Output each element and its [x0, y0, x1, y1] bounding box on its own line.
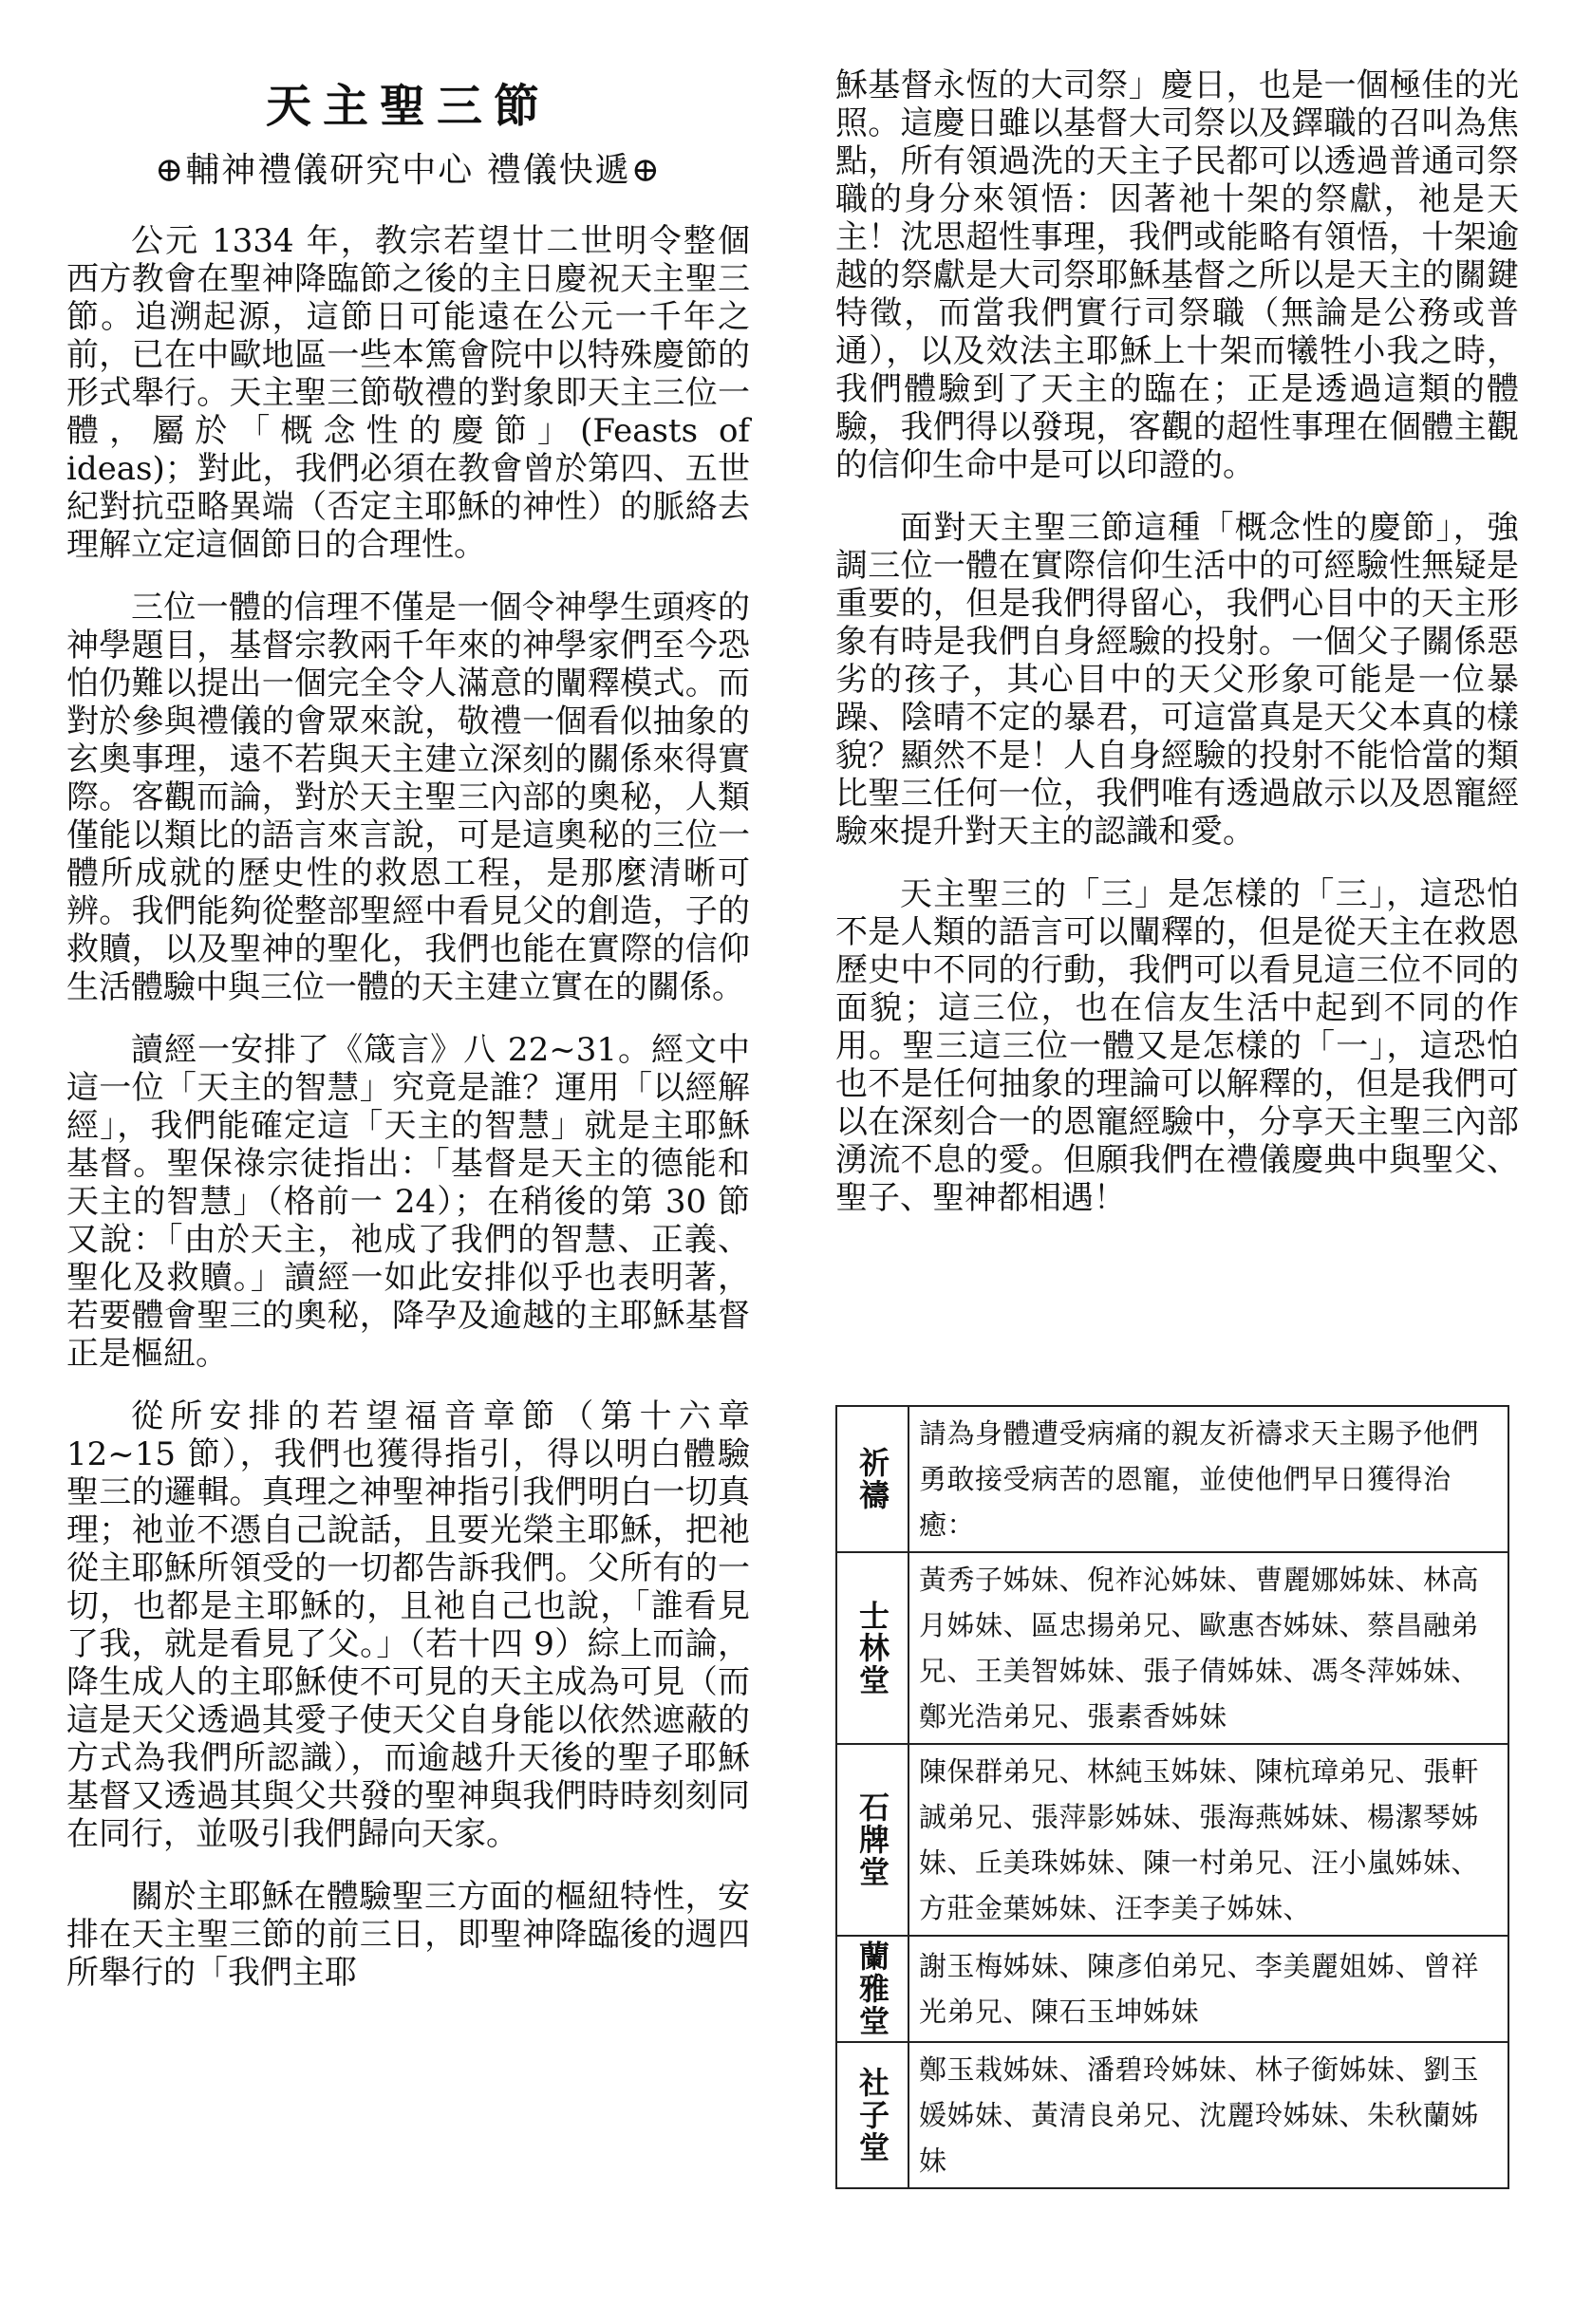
prayer-list-table [835, 1405, 1509, 2189]
article-paragraph: 穌基督永恆的大司祭」慶日，也是一個極佳的光照。這慶日雖以基督大司祭以及鐸職的召叫為焦點，所有領過洗的天主子民都可以透過普通司祭職的身分來領悟：因著祂十架的祭獻，祂是天主！沈思超性事理，我們或能略有領悟，十架逾越的祭獻是大司祭耶穌基督之所以是天主的關鍵特徵，而當我們實行司祭職（無論是公務或普通），以及效法主耶穌上十架而犧牲小我之時，我們體驗到了天主的臨在；正是透過這類的體驗，我們得以發現，客觀的超性事理在個體主觀的信仰生命中是可以印證的。 [835, 66, 1519, 484]
table-row [836, 1744, 1508, 1936]
left-column [66, 76, 750, 2016]
article-paragraph: 三位一體的信理不僅是一個令神學生頭疼的神學題目，基督宗教兩千年來的神學家們至今恐怕仍難以提出一個完全令人滿意的闡釋模式。而對於參與禮儀的會眾來說，敬禮一個看似抽象的玄奧事理，遠不若與天主建立深刻的關係來得實際。客觀而論，對於天主聖三內部的奧秘，人類僅能以類比的語言來言說，可是這奧秘的三位一體所成就的歷史性的救恩工程，是那麼清晰可辨。我們能夠從整部聖經中看見父的創造，子的救贖，以及聖神的聖化，我們也能在實際的信仰生活體驗中與三位一體的天主建立實在的關係。 [66, 589, 750, 1006]
names-list: 黃秀子姊妹、倪祚沁姊妹、曹麗娜姊妹、林高月姊妹、區忠揚弟兄、歐惠杏姊妹、蔡昌融弟兄、王美智姊妹、張子倩姊妹、馮冬萍姊妹、鄭光浩弟兄、張素香姊妹 [908, 1552, 1508, 1744]
table-row [836, 2042, 1508, 2188]
parish-label-shipai: 石牌堂 [836, 1744, 908, 1936]
article-paragraph: 讀經一安排了《箴言》八 22~31。經文中這一位「天主的智慧」究竟是誰？運用「以經解經」，我們能確定這「天主的智慧」就是主耶穌基督。聖保祿宗徒指出：「基督是天主的德能和天主的智慧」（格前一 24）；在稍後的第 30 節又說：「由於天主，祂成了我們的智慧、正義、聖化及救贖。」讀經一如此安排似乎也表明著，若要體會聖三的奧秘，降孕及逾越的主耶穌基督正是樞紐。 [66, 1031, 750, 1373]
names-list: 陳保群弟兄、林純玉姊妹、陳杭璋弟兄、張軒誠弟兄、張萍影姊妹、張海燕姊妹、楊潔琴姊妹、丘美珠姊妹、陳一村弟兄、汪小嵐姊妹、方莊金葉姊妹、汪李美子姊妹、 [908, 1744, 1508, 1936]
right-column [835, 66, 1519, 1242]
parish-label-shezi: 社子堂 [836, 2042, 908, 2188]
prayer-intention: 請為身體遭受病痛的親友祈禱求天主賜予他們勇敢接受病苦的恩寵，並使他們早日獲得治癒： [908, 1406, 1508, 1552]
parish-label-lanya: 蘭雅堂 [836, 1936, 908, 2042]
prayer-label: 祈禱 [836, 1406, 908, 1552]
article-subtitle: ⊕輔神禮儀研究中心 禮儀快遞⊕ [155, 151, 662, 190]
article-paragraph: 面對天主聖三節這種「概念性的慶節」，強調三位一體在實際信仰生活中的可經驗性無疑是重要的，但是我們得留心，我們心目中的天主形象有時是我們自身經驗的投射。一個父子關係惡劣的孩子，其心目中的天父形象可能是一位暴躁、陰晴不定的暴君，可這當真是天父本真的樣貌？顯然不是！人自身經驗的投射不能恰當的類比聖三任何一位，我們唯有透過啟示以及恩寵經驗來提升對天主的認識和愛。 [835, 509, 1519, 851]
table-row [836, 1406, 1508, 1552]
article-paragraph: 天主聖三的「三」是怎樣的「三」，這恐怕不是人類的語言可以闡釋的，但是從天主在救恩歷史中不同的行動，我們可以看見這三位不同的面貌；這三位，也在信友生活中起到不同的作用。聖三這三位一體又是怎樣的「一」，這恐怕也不是任何抽象的理論可以解釋的，但是我們可以在深刻合一的恩寵經驗中，分享天主聖三內部湧流不息的愛。但願我們在禮儀慶典中與聖父、聖子、聖神都相遇！ [835, 875, 1519, 1217]
article-paragraph: 從所安排的若望福音章節（第十六章 12~15 節），我們也獲得指引，得以明白體驗聖三的邏輯。真理之神聖神指引我們明白一切真理；祂並不憑自己說話，且要光榮主耶穌，把祂從主耶穌所領受的一切都告訴我們。父所有的一切，也都是主耶穌的，且祂自己也說，「誰看見了我，就是看見了父。」（若十四 9）綜上而論，降生成人的主耶穌使不可見的天主成為可見（而這是天父透過其愛子使天父自身能以依然遮蔽的方式為我們所認識），而逾越升天後的聖子耶穌基督又透過其與父共發的聖神與我們時時刻刻同在同行，並吸引我們歸向天家。 [66, 1397, 750, 1853]
article-paragraph: 關於主耶穌在體驗聖三方面的樞紐特性，安排在天主聖三節的前三日，即聖神降臨後的週四所舉行的「我們主耶 [66, 1878, 750, 1992]
names-list: 謝玉梅姊妹、陳彥伯弟兄、李美麗姐姊、曾祥光弟兄、陳石玉坤姊妹 [908, 1936, 1508, 2042]
table-row [836, 1936, 1508, 2042]
names-list: 鄭玉栽姊妹、潘碧玲姊妹、林子銜姊妹、劉玉媛姊妹、黃清良弟兄、沈麗玲姊妹、朱秋蘭姊妹 [908, 2042, 1508, 2188]
article-paragraph: 公元 1334 年，教宗若望廿二世明令整個西方教會在聖神降臨節之後的主日慶祝天主聖三節。追溯起源，這節日可能遠在公元一千年之前，已在中歐地區一些本篤會院中以特殊慶節的形式舉行。天主聖三節敬禮的對象即天主三位一體，屬於「概念性的慶節」(Feasts of ideas)；對此，我們必須在教會曾於第四、五世紀對抗亞略異端（否定主耶穌的神性）的脈絡去理解立定這個節日的合理性。 [66, 222, 750, 564]
article-title: 天主聖三節 [265, 80, 551, 133]
parish-label-shilin: 士林堂 [836, 1552, 908, 1744]
table-row [836, 1552, 1508, 1744]
